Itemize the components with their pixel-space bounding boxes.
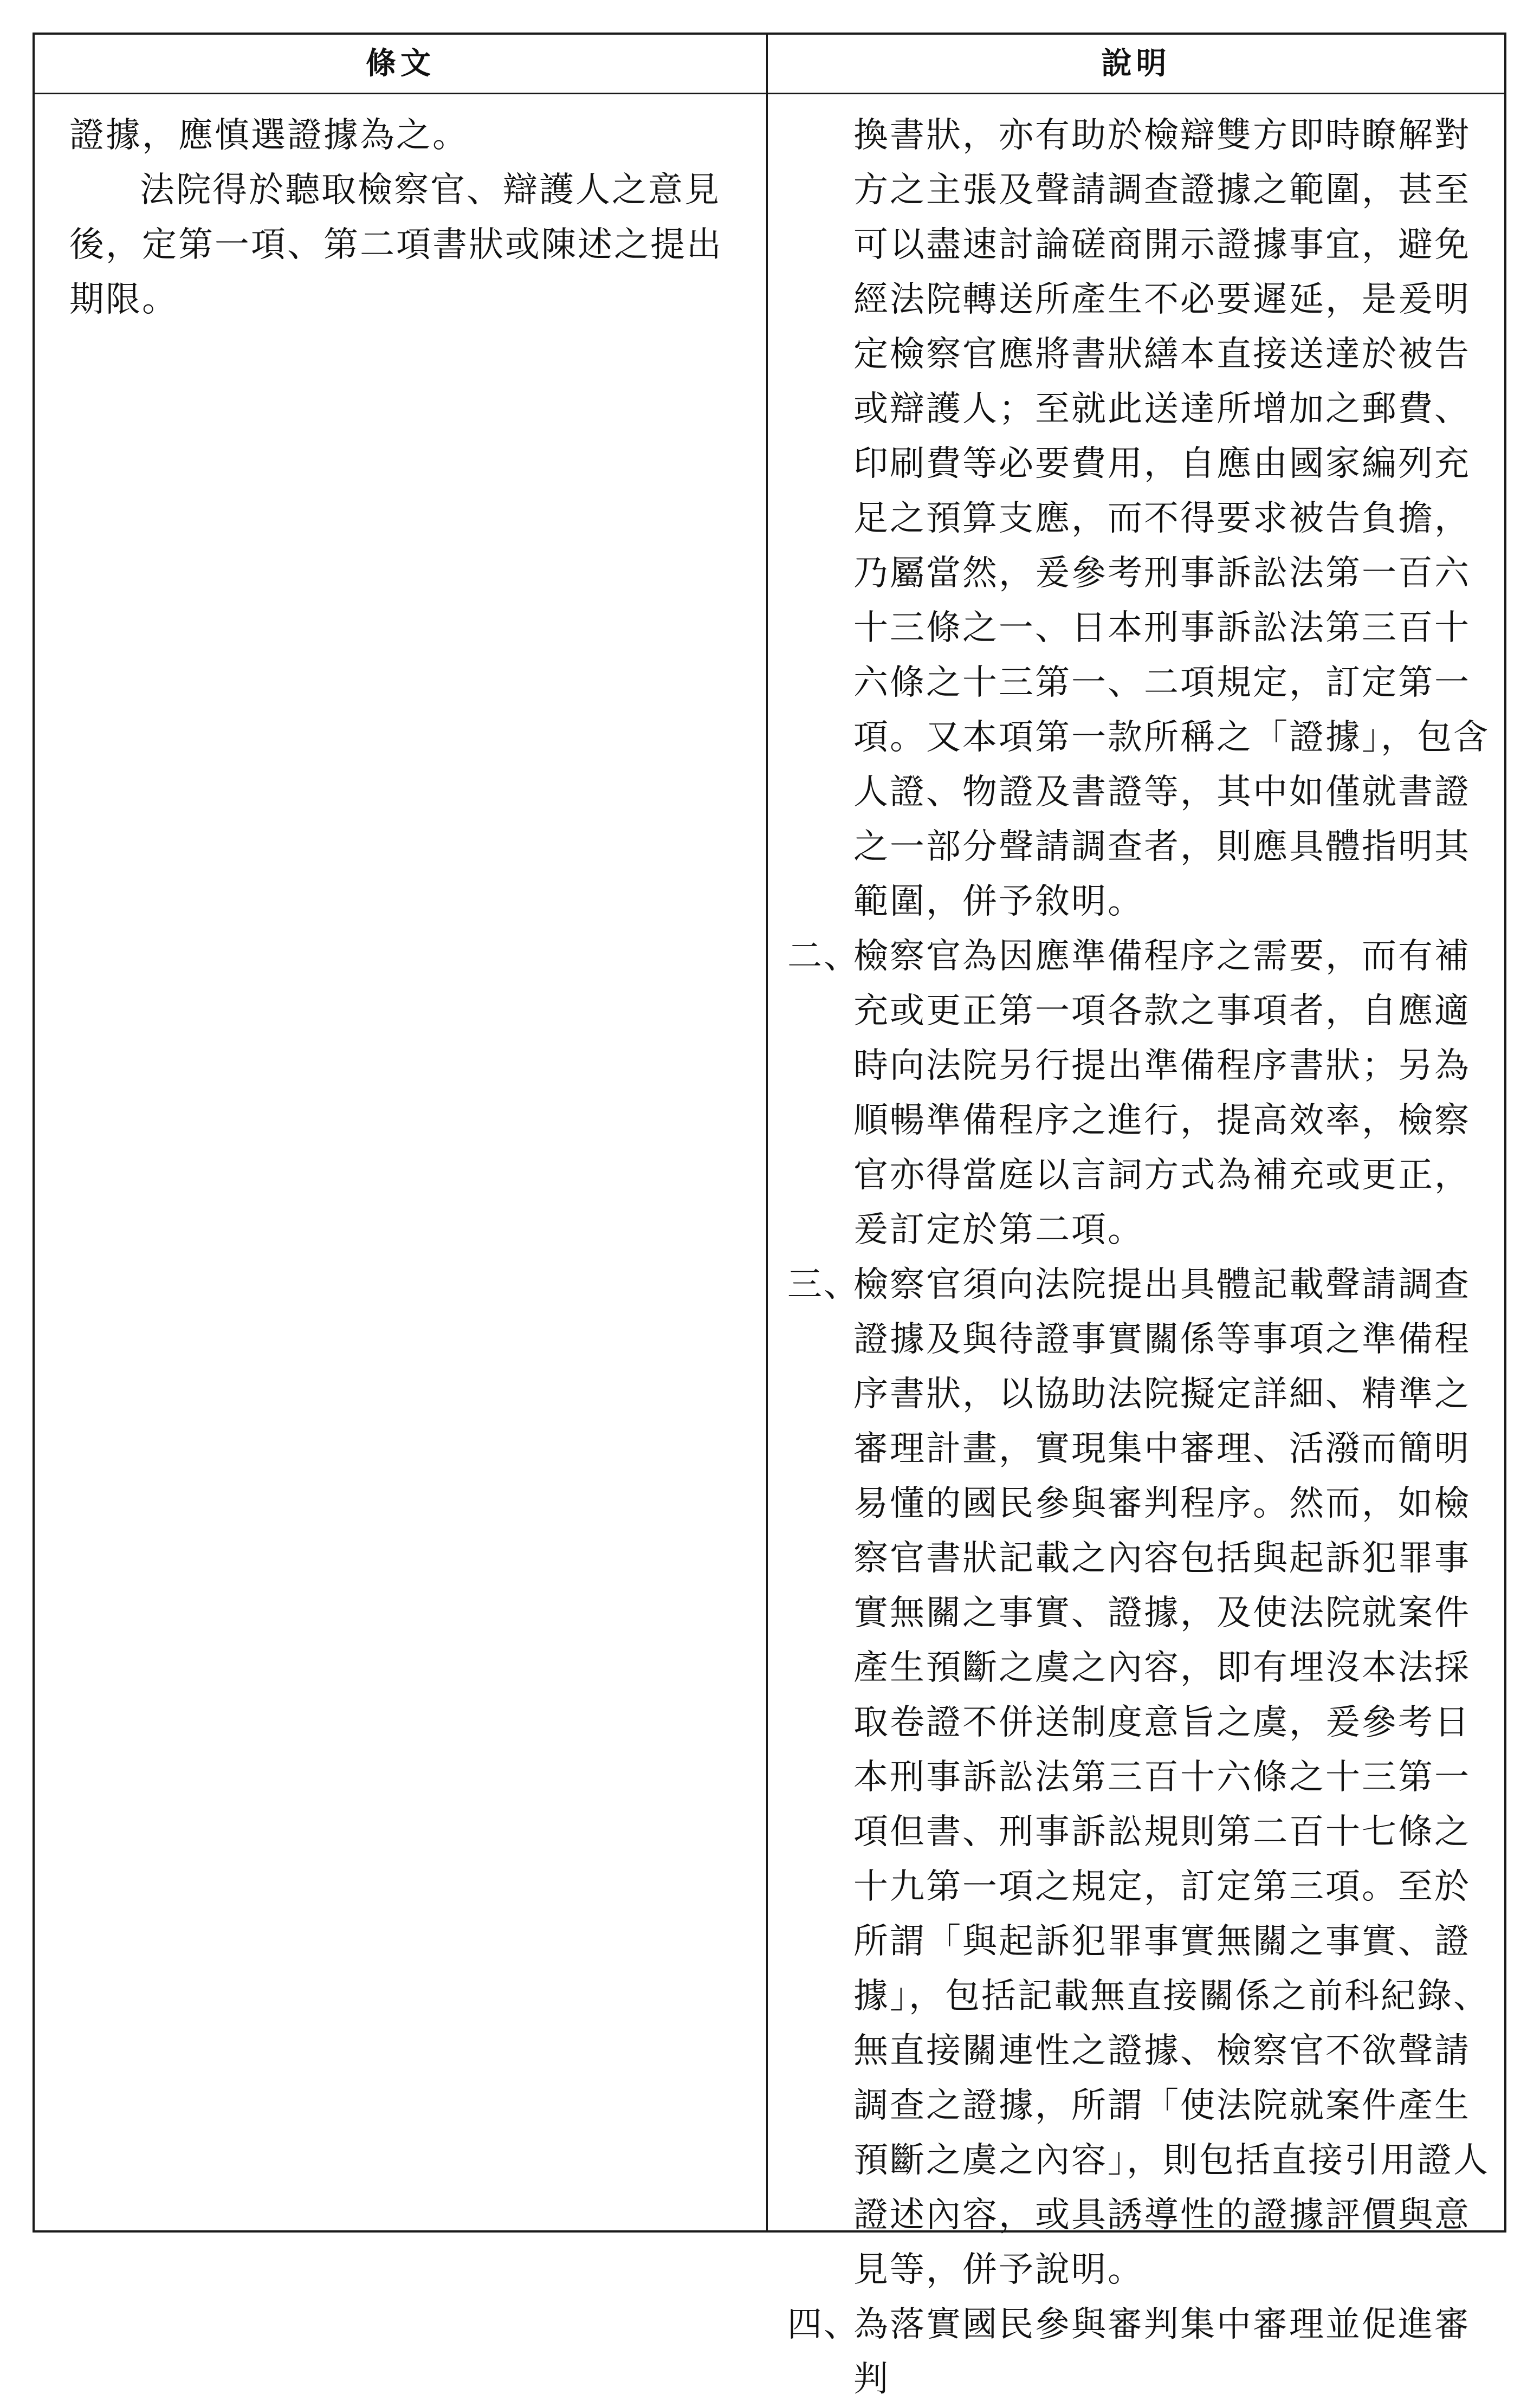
item-number: 二、 <box>787 936 860 976</box>
explanation-continuation: 換書狀，亦有助於檢辯雙方即時瞭解對方之主張及聲請調查證據之範圍，甚至可以盡速討論磋商開示證據事宜，避免經法院轉送所產生不必要遲延，是爰明定檢察官應將書狀繕本直接送達於被告或辯護人；至就此送達所增加之郵費、印刷費等必要費用，自應由國家編列充足之預算支應，而不得要求被告負擔，乃屬當然，爰參考刑事訴訟法第一百六十三條之一、日本刑事訴訟法第三百十六條之十三第一、二項規定，訂定第一項。又本項第一款所稱之「證據」，包含人證、物證及書證等，其中如僅就書證之一部分聲請調查者，則應具體指明其範圍，併予敘明。 <box>853 115 1490 922</box>
item-number: 四、 <box>787 2305 860 2345</box>
item-number: 三、 <box>787 1265 860 1305</box>
item-text: 為落實國民參與審判集中審理並促進審判 <box>853 2305 1471 2399</box>
table-header-row <box>35 35 1504 94</box>
article-column <box>35 94 766 2230</box>
header-explanation: 說明 <box>1101 46 1171 81</box>
explanation-column <box>768 94 1504 2399</box>
item-text: 檢察官須向法院提出具體記載聲請調查證據及與待證事實關係等事項之準備程序書狀，以協助法院擬定詳細、精準之審理計畫，實現集中審理、活潑而簡明易懂的國民參與審判程序。然而，如檢察官書狀記載之內容包括與起訴犯罪事實無關之事實、證據，及使法院就案件產生預斷之虞之內容，即有埋沒本法採取卷證不併送制度意旨之虞，爰參考日本刑事訴訟法第三百十六條之十三第一項但書、刑事訴訟規則第二百十七條之十九第一項之規定，訂定第三項。至於所謂「與起訴犯罪事實無關之事實、證據」，包括記載無直接關係之前科紀錄、無直接關連性之證據、檢察官不欲聲請調查之證據，所謂「使法院就案件產生預斷之虞之內容」，則包括直接引用證人證述內容，或具誘導性的證據評價與意見等，併予說明。 <box>853 1265 1490 2290</box>
explanation-item-2 <box>787 929 1493 1258</box>
explanation-item-4 <box>787 2298 1493 2407</box>
article-paragraph-1: 證據，應慎選證據為之。 <box>69 115 469 156</box>
article-paragraph-2: 法院得於聽取檢察官、辯護人之意見後，定第一項、第二項書狀或陳述之提出期限。 <box>69 170 723 320</box>
item-text: 檢察官為因應準備程序之需要，而有補充或更正第一項各款之事項者，自應適時向法院另行提出準備程序書狀；另為順暢準備程序之進行，提高效率，檢察官亦得當庭以言詞方式為補充或更正，爰訂定於第二項。 <box>853 936 1471 1250</box>
comparison-table <box>33 33 1506 2399</box>
explanation-item-3 <box>787 1258 1493 2298</box>
header-article: 條文 <box>366 46 435 81</box>
